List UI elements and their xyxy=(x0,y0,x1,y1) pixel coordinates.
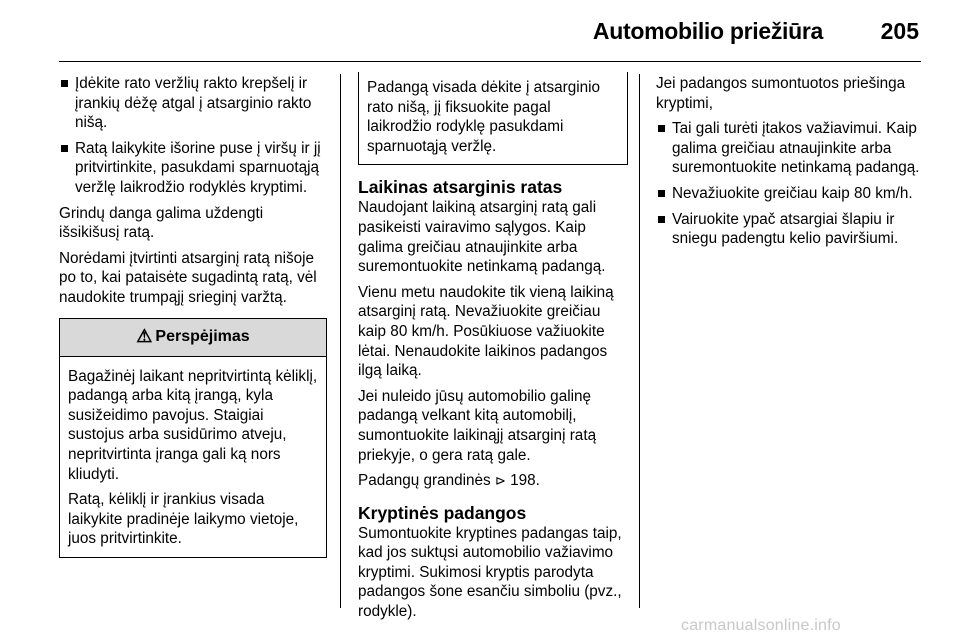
paragraph: Sumontuokite kryptines padangas taip, kad jos suktųsi automobilio važiavimo kryptimi. Sukimosi kryptis parodyta padangos šone esančiu simboliu (pvz., rodykle). xyxy=(358,524,622,621)
warning-title: Perspėjimas xyxy=(155,328,250,346)
header-divider xyxy=(59,61,921,62)
bullet-square-icon xyxy=(658,216,665,223)
warning-paragraph: Bagažinėj laikant nepritvirtintą kėliklį, padangą arba kitą įrangą, kyla susižeidimo pavojus. Staigiai sustojus arba susidūrimo atveju, nepritvirtinta įranga gali ką nors kliudyti. xyxy=(68,367,318,483)
cross-reference: Padangų grandinės ⊳ 198. xyxy=(358,472,540,490)
warning-paragraph: Ratą, kėliklį ir įrankius visada laikykite pradinėje laikymo vietoje, juos pritvirtinkite. xyxy=(68,491,299,548)
list-item: Tai gali turėti įtakos važiavimui. Kaip galima greičiau atnaujinkite arba suremontuokite netinkamą padangą. xyxy=(656,119,926,178)
note-box xyxy=(358,72,628,165)
column-right xyxy=(656,74,926,255)
page-header-title: Automobilio priežiūra xyxy=(592,18,823,44)
paragraph: Vienu metu naudokite tik vieną laikiną atsarginį ratą. Nevažiuokite greičiau kaip 80 km/h. Posūkiuose važiuokite lėtai. Nenaudokite laikinos padangos ilgą laiką. xyxy=(358,283,614,380)
bullet-list xyxy=(59,74,327,198)
bullet-square-icon xyxy=(61,145,68,152)
section-heading: Kryptinės padangos xyxy=(358,502,527,523)
warning-body xyxy=(60,357,326,557)
column-left xyxy=(59,74,327,558)
column-middle xyxy=(358,74,628,628)
page-number: 205 xyxy=(880,18,919,44)
list-item: Nevažiuokite greičiau kaip 80 km/h. xyxy=(656,184,926,204)
paragraph: Grindų danga galima uždengti išsikišusį ratą. xyxy=(59,204,264,242)
section-heading: Laikinas atsarginis ratas xyxy=(358,177,563,198)
list-item: Įdėkite rato veržlių rakto krepšelį ir įrankių dėžę atgal į atsarginio rakto nišą. xyxy=(59,74,327,133)
paragraph: Naudojant laikiną atsarginį ratą gali pasikeisti vairavimo sąlygos. Kaip galima greičiau atnaujinkite arba suremontuokite netinkamą padangą. xyxy=(358,199,606,276)
column-divider xyxy=(639,74,640,608)
bullet-square-icon xyxy=(658,190,665,197)
note-text: Padangą visada dėkite į atsarginio rato nišą, jį fiksuokite pagal laikrodžio rodyklę pasukdami sparnuotąją veržlę. xyxy=(367,79,601,155)
paragraph: Norėdami įtvirtinti atsarginį ratą nišoje po to, kai pataisėte sugadintą ratą, vėl naudokite trumpąjį srieginį varžtą. xyxy=(59,249,317,306)
reference-page: 198. xyxy=(510,472,540,490)
warning-triangle-icon: ⚠ xyxy=(136,326,153,347)
list-item: Vairuokite ypač atsargiai šlapiu ir sniegu padengtu kelio paviršiumi. xyxy=(656,210,926,249)
paragraph: Jei padangos sumontuotos priešinga kryptimi, xyxy=(656,75,906,112)
bullet-square-icon xyxy=(61,80,68,87)
column-divider xyxy=(340,74,341,608)
watermark: carmanualsonline.info xyxy=(681,617,841,634)
list-item: Ratą laikykite išorine puse į viršų ir jį pritvirtinkite, pasukdami sparnuotąją veržlę laikrodžio rodyklės kryptimi. xyxy=(59,139,327,198)
reference-arrow-icon: ⊳ xyxy=(494,473,506,489)
warning-box xyxy=(59,318,327,558)
paragraph: Jei nuleido jūsų automobilio galinę padangą velkant kitą automobilį, sumontuokite laikinąjį atsarginį ratą priekyje, o gera ratą gale. xyxy=(358,387,597,464)
bullet-list xyxy=(656,119,926,249)
warning-header xyxy=(60,318,326,357)
bullet-square-icon xyxy=(658,125,665,132)
